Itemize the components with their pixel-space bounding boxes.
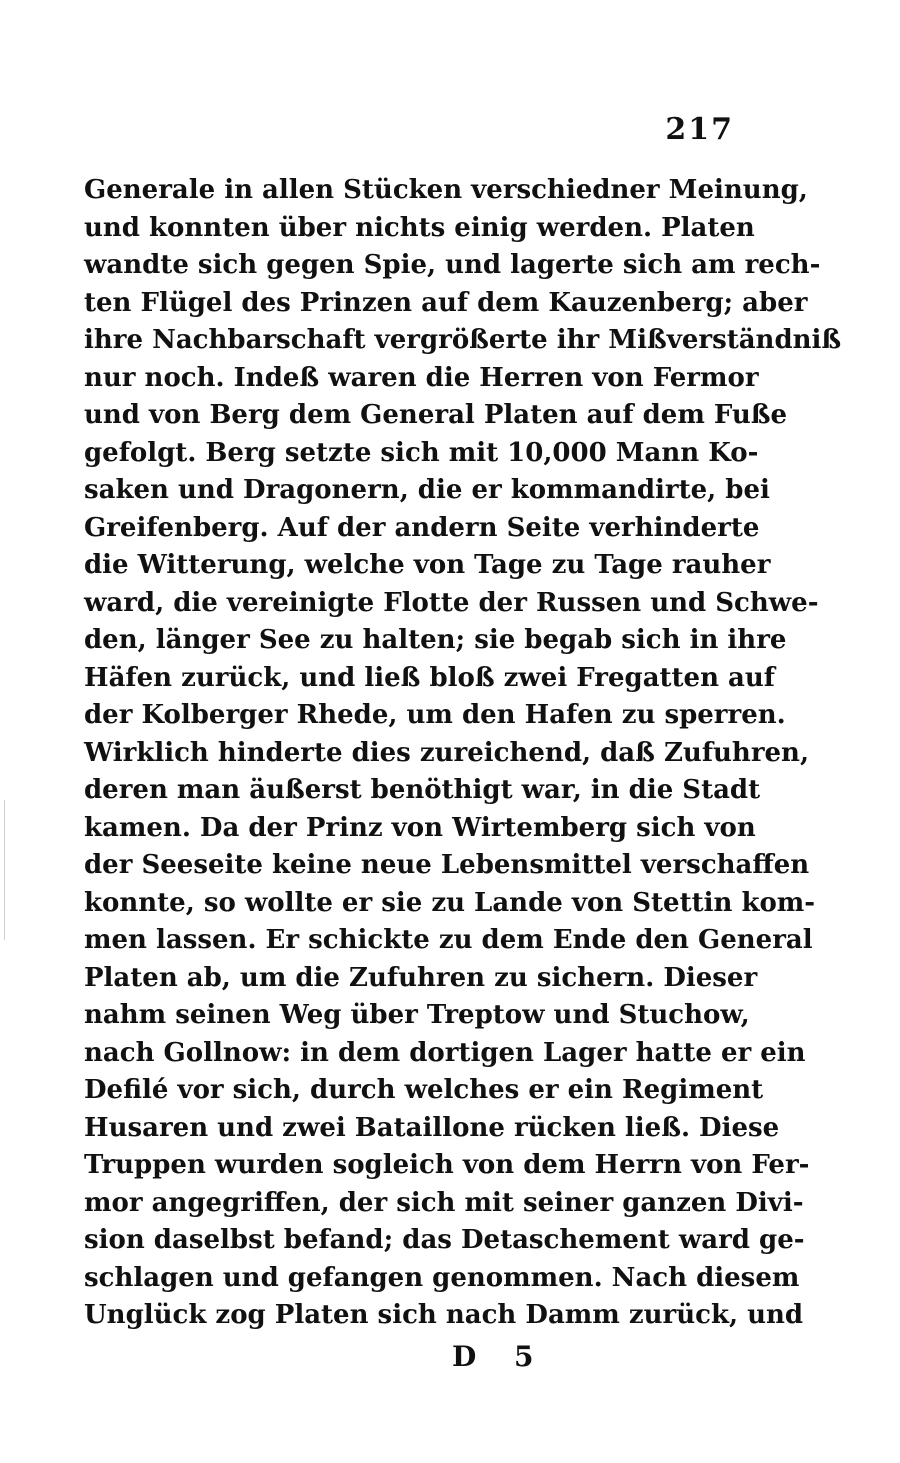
text-line: Greifenberg. Auf der andern Seite verhinderte: [84, 512, 760, 543]
text-line: Generale in allen Stücken verschiedner Meinung,: [84, 175, 808, 205]
text-line: konnte, so wollte er sie zu Lande von Stettin kom-: [84, 887, 816, 918]
text-line: men lassen. Er schickte zu dem Ende den General: [84, 925, 813, 955]
text-line: schlagen und gefangen genommen. Nach diesem: [84, 1262, 800, 1293]
text-line: Truppen wurden sogleich von dem Herrn von Fer-: [84, 1150, 810, 1180]
text-line: die Witterung, welche von Tage zu Tage rauher: [84, 550, 771, 580]
text-line: kamen. Da der Prinz von Wirtemberg sich von: [84, 812, 756, 843]
text-line: nahm seinen Weg über Treptow und Stuchow,: [84, 1000, 750, 1030]
text-line: mor angegriffen, der sich mit seiner ganzen Divi-: [84, 1187, 804, 1218]
text-line: sion daselbst befand; das Detaschement ward ge-: [84, 1225, 805, 1255]
text-line: Platen ab, um die Zufuhren zu sichern. Dieser: [84, 962, 758, 993]
text-line: der Kolberger Rhede, um den Hafen zu sperren.: [84, 700, 786, 730]
text-line: nur noch. Indeß waren die Herren von Fermor: [84, 362, 759, 393]
text-line: ten Flügel des Prinzen auf dem Kauzenberg; aber: [84, 287, 808, 318]
text-line: und konnten über nichts einig werden. Platen: [84, 212, 755, 243]
text-line: Wirklich hinderte dies zureichend, daß Zufuhren,: [84, 737, 810, 768]
text-line: Husaren und zwei Bataillone rücken ließ. Diese: [84, 1112, 780, 1143]
text-line: den, länger See zu halten; sie begab sich in ihre: [84, 625, 787, 655]
text-line: Unglück zog Platen sich nach Damm zurück, und: [84, 1300, 804, 1330]
text-line: Defilé vor sich, durch welches er ein Regiment: [84, 1075, 764, 1105]
text-line: der Seeseite keine neue Lebensmittel verschaffen: [84, 850, 810, 880]
signature-mark: D 5: [452, 1340, 548, 1373]
text-line: saken und Dragonern, die er kommandirte, bei: [84, 475, 770, 505]
text-line: deren man äußerst benöthigt war, in die Stadt: [84, 775, 761, 805]
text-line: nach Gollnow: in dem dortigen Lager hatte er ein: [84, 1037, 806, 1068]
text-line: und von Berg dem General Platen auf dem Fuße: [84, 400, 788, 430]
body-text: [84, 172, 842, 1335]
text-line: ward, die vereinigte Flotte der Russen und Schwe-: [84, 587, 819, 618]
text-line: Häfen zurück, und ließ bloß zwei Fregatten auf: [84, 662, 775, 693]
page-number: 217: [665, 112, 734, 147]
text-line: wandte sich gegen Spie, und lagerte sich am rech-: [84, 250, 821, 280]
text-line: ihre Nachbarschaft vergrößerte ihr Mißverständniß: [84, 325, 842, 355]
text-line: gefolgt. Berg setzte sich mit 10,000 Mann Ko-: [84, 437, 759, 468]
page-edge-shadow: [4, 800, 5, 940]
